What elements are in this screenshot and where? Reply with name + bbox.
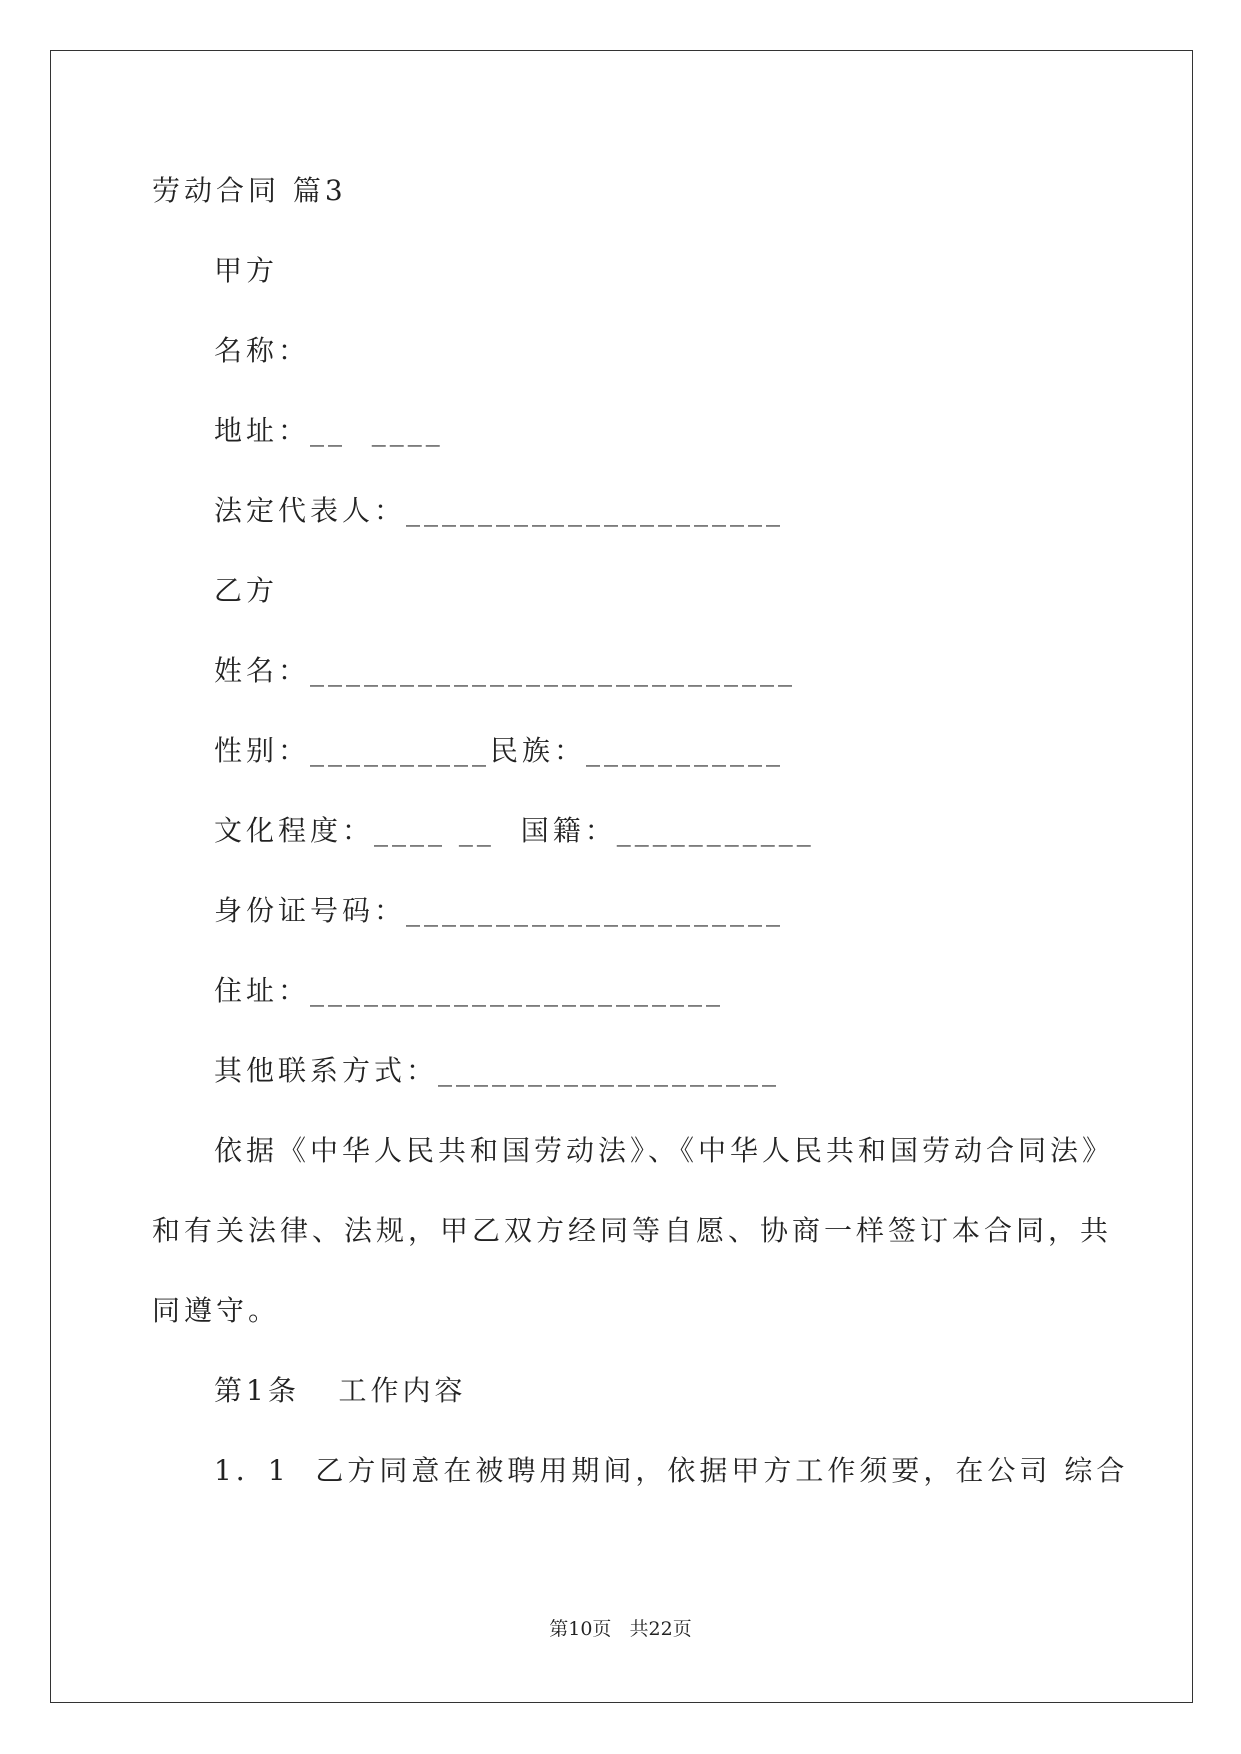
page-number-label: 第10页 共22页 (549, 1618, 692, 1640)
preamble-line-3: 同遵守。 (152, 1294, 281, 1327)
party-a-name-field: 名称： (214, 334, 311, 367)
party-b-gender-ethnicity-field: 性别：__________民族：___________ (214, 734, 785, 767)
party-b-heading: 乙方 (214, 574, 279, 607)
party-a-legal-rep-field: 法定代表人：_____________________ (214, 494, 785, 527)
party-a-address-field: 地址：__ ____ (214, 414, 444, 447)
clause-1-1: 1．1 乙方同意在被聘用期间，依据甲方工作须要，在公司 综合 (214, 1454, 1129, 1487)
party-b-residence-field: 住址：_______________________ (214, 974, 725, 1007)
preamble-line-2: 和有关法律、法规，甲乙双方经同等自愿、协商一样签订本合同，共 (152, 1214, 1113, 1247)
document-title: 劳动合同 篇3 (152, 174, 347, 207)
page-number-footer (0, 1616, 1241, 1642)
party-b-education-nationality-field: 文化程度：____ __ 国籍：___________ (214, 814, 815, 847)
party-b-id-number-field: 身份证号码：_____________________ (214, 894, 785, 927)
party-b-contact-field: 其他联系方式：___________________ (214, 1054, 781, 1087)
party-b-name-field: 姓名：___________________________ (214, 654, 797, 687)
preamble-line-1: 依据《中华人民共和国劳动法》、《中华人民共和国劳动合同法》 (214, 1134, 1115, 1167)
party-a-heading: 甲方 (214, 254, 279, 287)
article-1-heading: 第1条 工作内容 (214, 1374, 467, 1407)
